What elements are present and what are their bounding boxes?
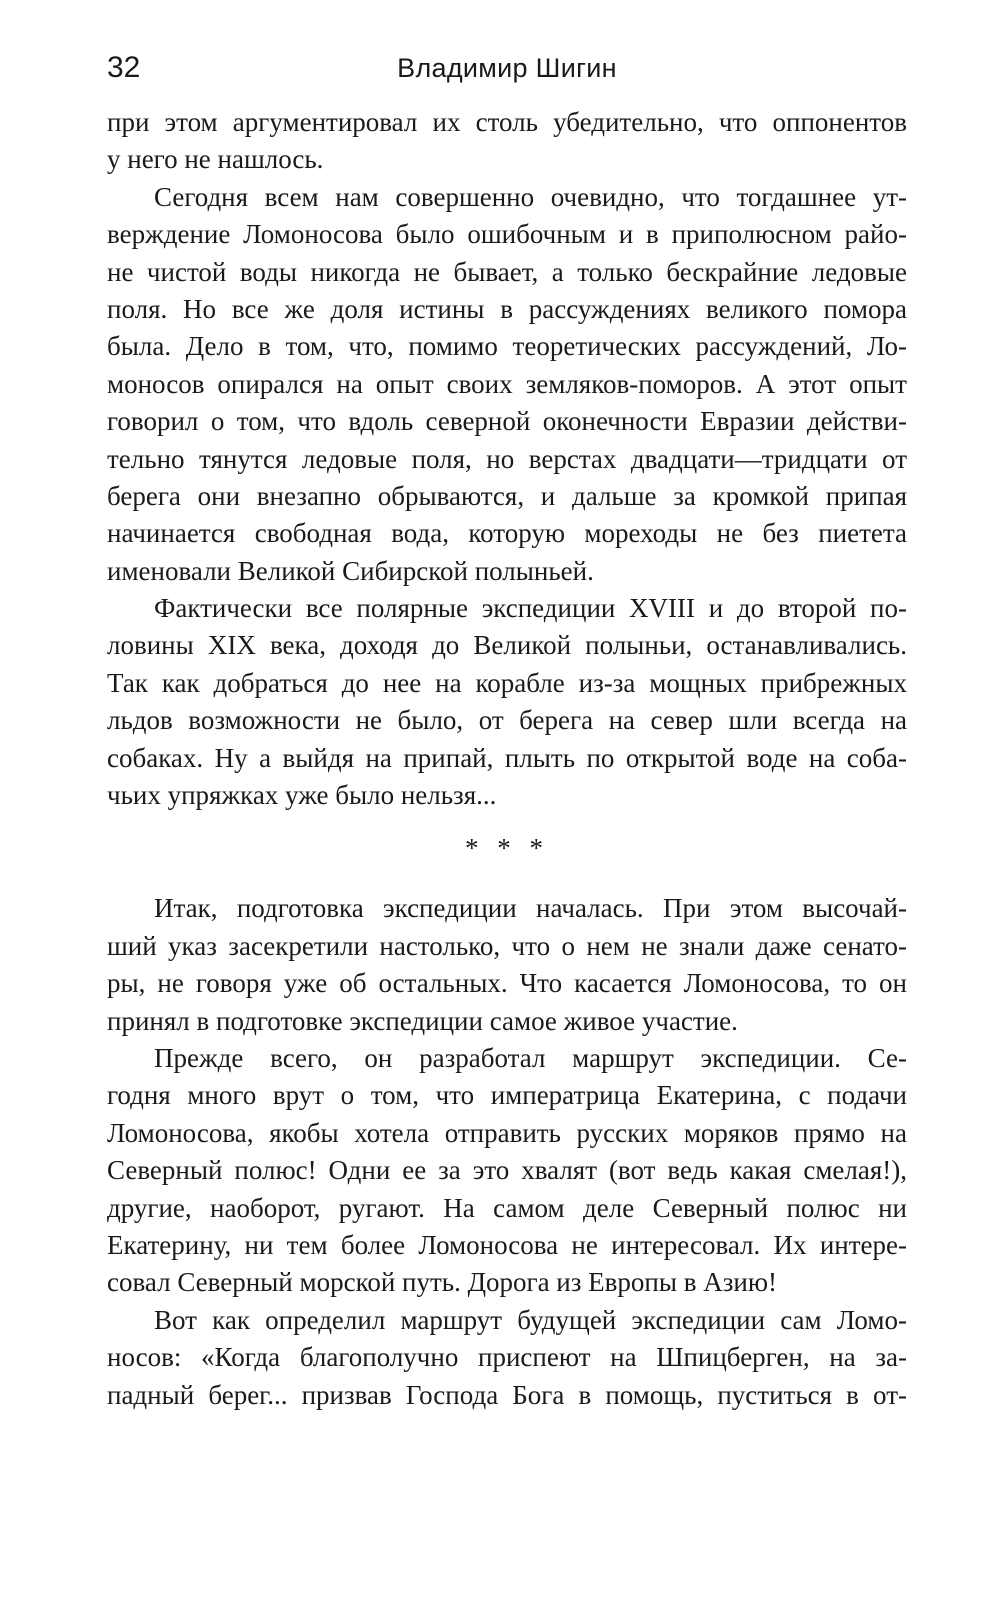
text-line: Сегодня всем нам совершенно очевидно, что тогдашнее ут- xyxy=(154,181,907,212)
text-line: принял в подготовке экспедиции самое живое участие. xyxy=(107,1005,738,1036)
text-line: верждение Ломоносова было ошибочным и в приполюсном райо- xyxy=(107,219,907,250)
paragraph xyxy=(107,1302,907,1414)
page-number: 32 xyxy=(107,51,141,84)
text-line: носов: «Когда благополучно приспеют на Шпицберген, на за- xyxy=(107,1342,907,1373)
text-line: Так как добраться до нее на корабле из-за мощных прибрежных xyxy=(107,667,907,698)
text-line: начинается свободная вода, которую мореходы не без пиетета xyxy=(107,518,907,549)
text-line: падный берег... призвав Господа Бога в помощь, пуститься в от- xyxy=(107,1379,907,1410)
text-line: моносов опирался на опыт своих земляков-поморов. А этот опыт xyxy=(107,368,907,399)
text-line: совал Северный морской путь. Дорога из Европы в Азию! xyxy=(107,1267,778,1298)
text-line: не чистой воды никогда не бывает, а только бескрайние ледовые xyxy=(107,256,907,287)
text-line: была. Дело в том, что, помимо теоретических рассуждений, Ло- xyxy=(107,331,907,362)
text-line: ловины XIX века, доходя до Великой полыньи, останавливались. xyxy=(107,630,907,661)
text-line: Фактически все полярные экспедиции XVIII и до второй по- xyxy=(154,593,907,624)
text-line: поля. Но все же доля истины в рассуждениях великого помора xyxy=(107,293,907,324)
text-line: говорил о том, что вдоль северной оконечности Евразии действи- xyxy=(107,406,907,437)
paragraph xyxy=(107,104,907,179)
scene-break: * * * xyxy=(465,833,549,864)
text-line: берега они внезапно обрываются, и дальше за кромкой припая xyxy=(107,480,907,511)
text-line: Итак, подготовка экспедиции началась. При этом высочай- xyxy=(154,893,907,924)
text-line: Екатерину, ни тем более Ломоносова не интересовал. Их интере- xyxy=(107,1229,907,1260)
text-line: Ломоносова, якобы хотела отправить русских моряков прямо на xyxy=(107,1117,907,1148)
text-line: Вот как определил маршрут будущей экспедиции сам Ломо- xyxy=(154,1304,907,1335)
text-line: чьих упряжках уже было нельзя... xyxy=(107,780,497,811)
text-line: льдов возможности не было, от берега на север шли всегда на xyxy=(107,705,907,736)
text-body xyxy=(107,104,907,1414)
text-line: Прежде всего, он разработал маршрут экспедиции. Се- xyxy=(154,1042,907,1073)
text-line: ший указ засекретили настолько, что о нем не знали даже сенато- xyxy=(107,930,907,961)
text-line: Северный полюс! Одни ее за это хвалят (вот ведь какая смелая!), xyxy=(107,1155,907,1186)
running-head: Владимир Шигин xyxy=(397,53,617,83)
text-line: ры, не говоря уже об остальных. Что касается Ломоносова, то он xyxy=(107,968,907,999)
paragraph xyxy=(107,1040,907,1302)
text-line: при этом аргументировал их столь убедительно, что оппонентов xyxy=(107,107,907,137)
text-line: собаках. Ну а выйдя на припай, плыть по открытой воде на соба- xyxy=(107,742,907,773)
paragraph xyxy=(107,590,907,814)
text-line: у него не нашлось. xyxy=(107,144,324,175)
text-line: тельно тянутся ледовые поля, но верстах двадцати—тридцати от xyxy=(107,443,907,474)
text-line: другие, наоборот, ругают. На самом деле Северный полюс ни xyxy=(107,1192,907,1223)
text-line: именовали Великой Сибирской полыньей. xyxy=(107,555,594,586)
text-line: годня много врут о том, что императрица Екатерина, с подачи xyxy=(107,1080,907,1111)
paragraph xyxy=(107,890,907,1040)
page-header xyxy=(107,46,907,90)
paragraph xyxy=(107,179,907,590)
